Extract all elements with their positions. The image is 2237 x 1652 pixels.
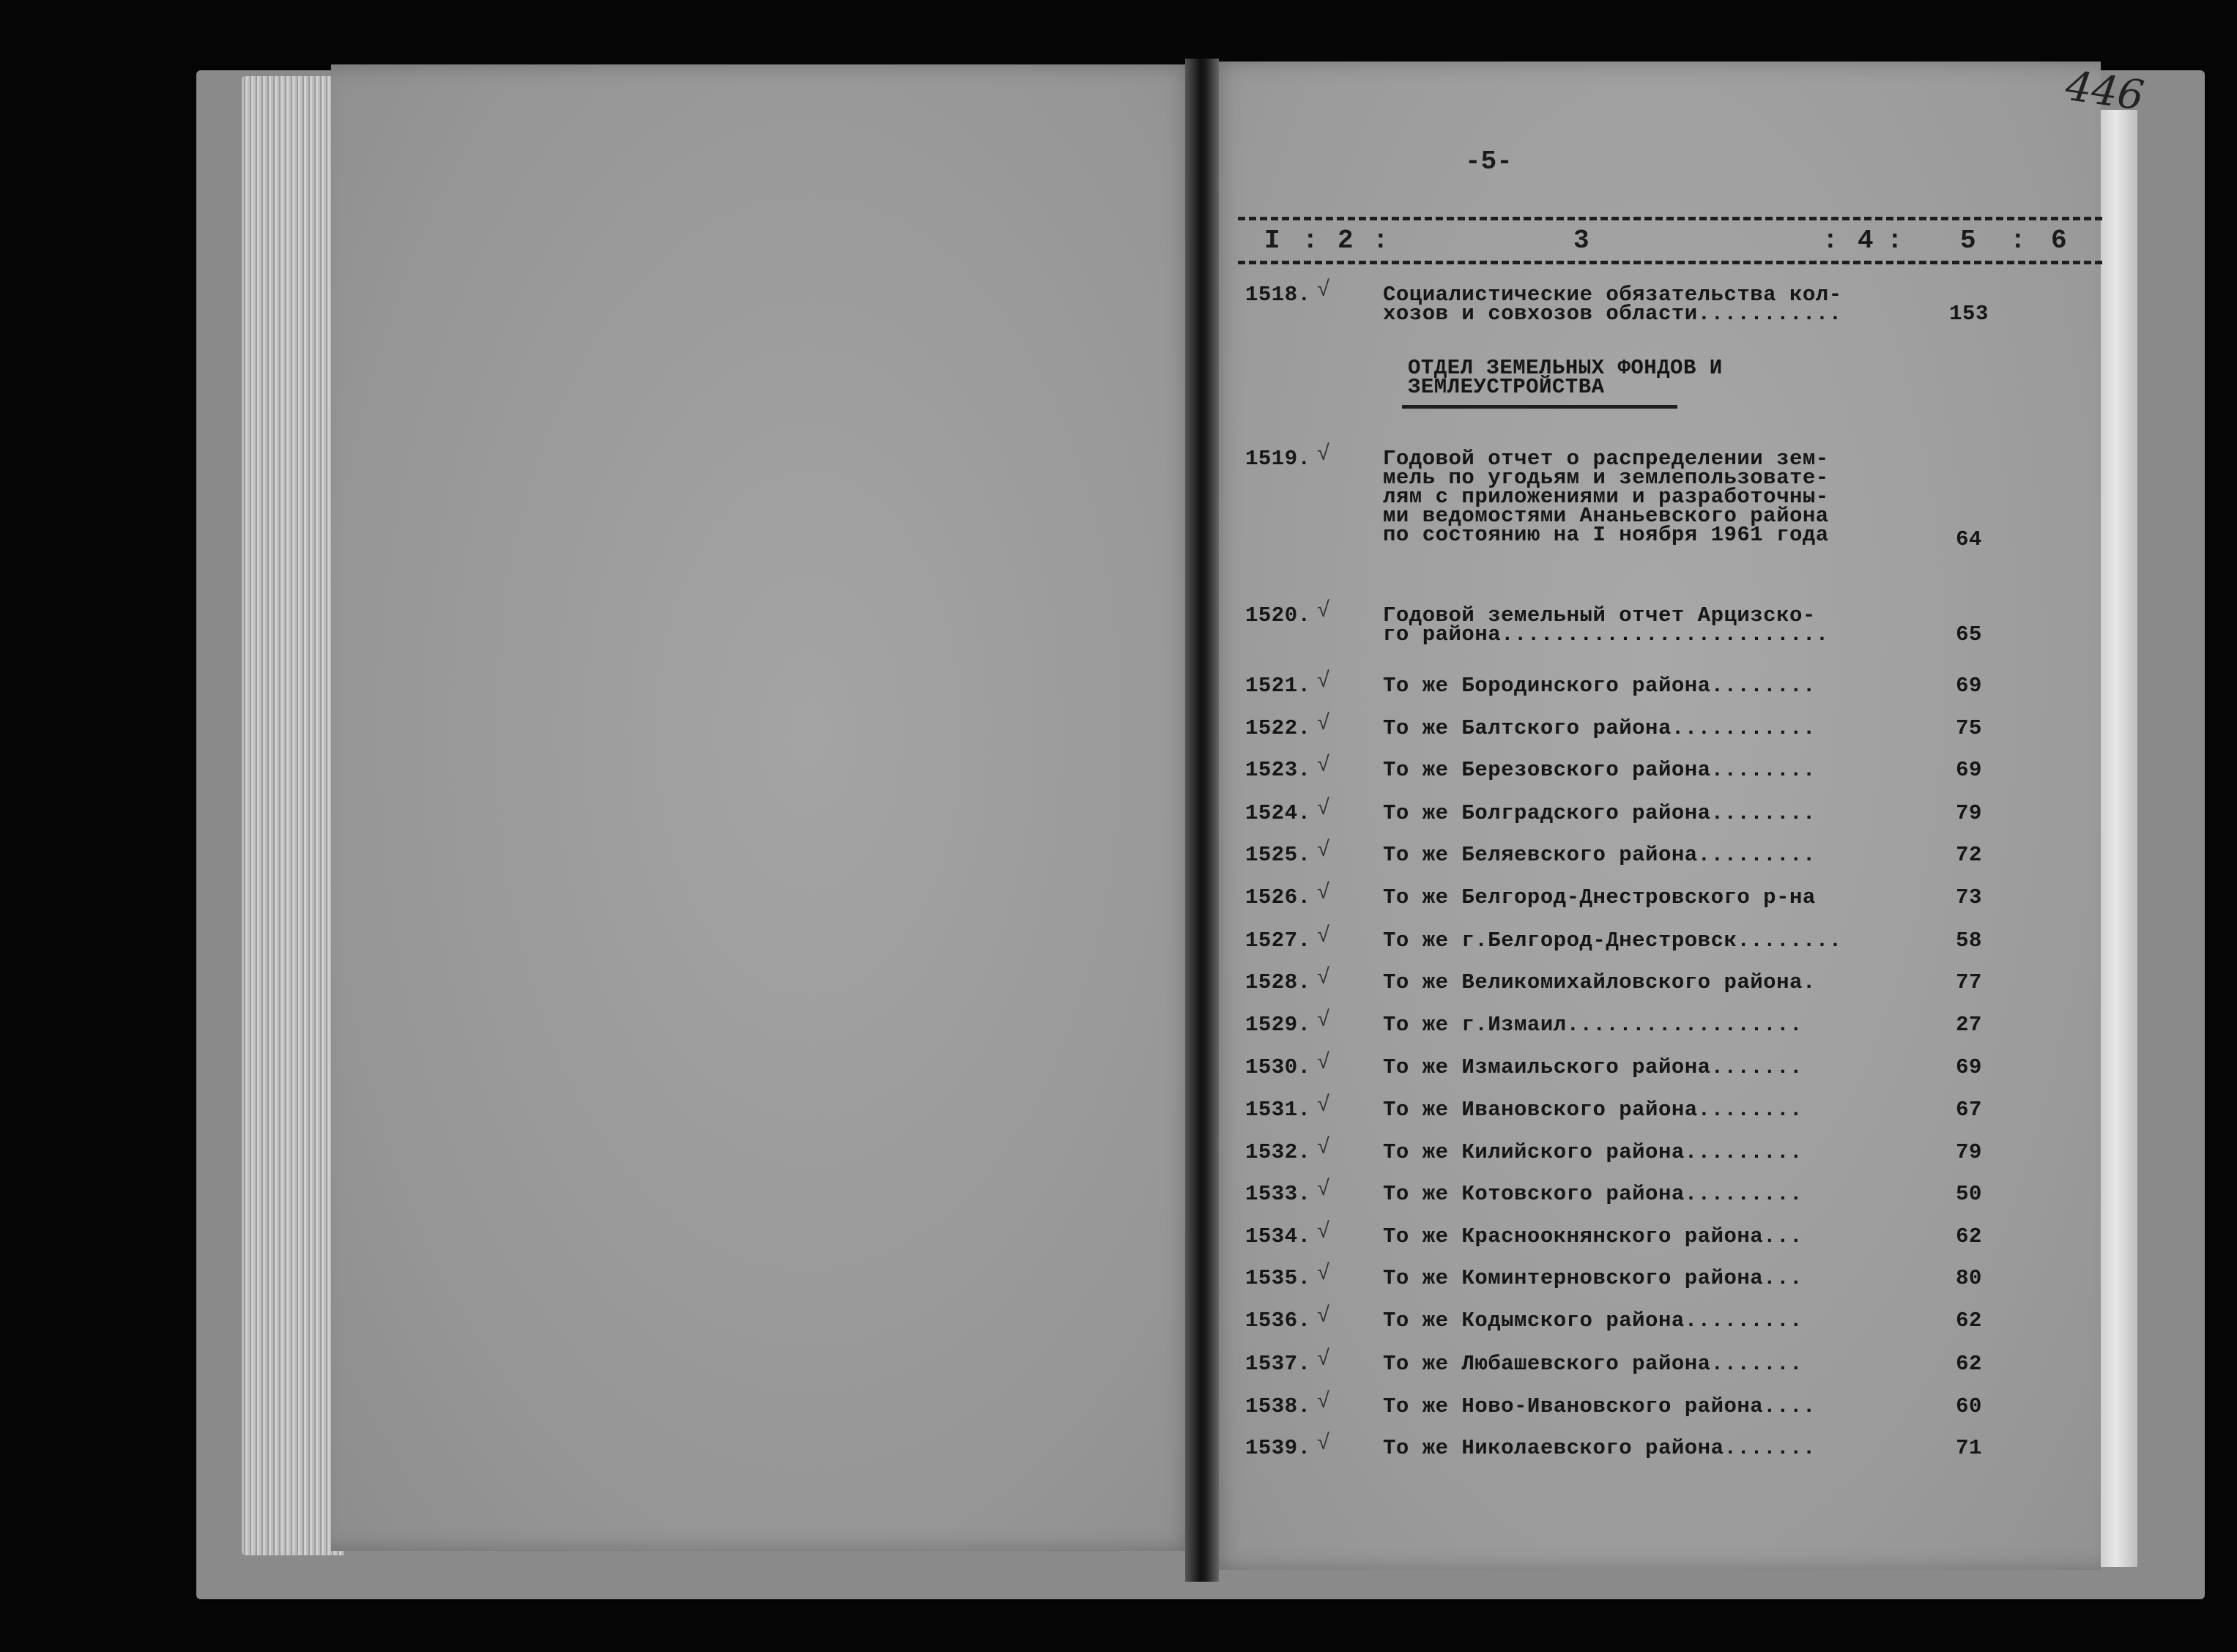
book-gutter [1185,59,1219,1582]
entry-title-line: То же Березовского района........ [1383,758,1816,782]
page-number: -5- [1465,146,1513,176]
check-mark: √ [1317,1220,1331,1245]
check-mark: √ [1317,1177,1331,1202]
check-mark: √ [1317,838,1331,863]
entry-title-line: То же г.Белгород-Днестровск........ [1383,929,1842,953]
entry-number: 1527. [1245,929,1311,953]
check-mark: √ [1317,278,1331,303]
entry-number: 1518. [1245,283,1311,307]
entry-page-count: 64 [1956,527,1982,551]
check-mark: √ [1317,442,1331,467]
check-mark: √ [1317,712,1331,737]
entry-title-line: То же Котовского района......... [1383,1182,1803,1206]
entry-page-count: 69 [1956,758,1982,782]
entry-page-count: 50 [1956,1182,1982,1206]
col-3-header: 3 [1573,226,1589,256]
col-5-header: 5 [1960,226,1976,256]
check-mark: √ [1317,1262,1331,1287]
entry-number: 1526. [1245,885,1311,909]
entry-title-line: То же Кодымского района......... [1383,1309,1803,1333]
entry-page-count: 62 [1956,1224,1982,1249]
entry-number: 1536. [1245,1309,1311,1333]
entry-title-line: То же Бородинского района........ [1383,674,1816,698]
entry-page-count: 62 [1956,1309,1982,1333]
check-mark: √ [1317,924,1331,949]
check-mark: √ [1317,966,1331,991]
entry-page-count: 80 [1956,1266,1982,1290]
table-header-rule [1238,261,2102,264]
check-mark: √ [1317,1304,1331,1329]
entry-number: 1524. [1245,801,1311,825]
entry-page-count: 75 [1956,716,1982,740]
entry-number: 1529. [1245,1013,1311,1037]
entry-number: 1528. [1245,970,1311,994]
entry-number: 1520. [1245,603,1311,628]
table-top-rule [1238,217,2102,220]
entry-page-count: 60 [1956,1394,1982,1418]
entry-title-line: То же г.Измаил.................. [1383,1013,1803,1037]
entry-number: 1532. [1245,1140,1311,1164]
entry-page-count: 58 [1956,929,1982,953]
col-sep: : [1373,226,1389,256]
entry-page-count: 72 [1956,843,1982,867]
col-4-header: 4 [1858,226,1874,256]
entry-number: 1535. [1245,1266,1311,1290]
entry-page-count: 69 [1956,1055,1982,1079]
check-mark: √ [1317,1390,1331,1415]
entry-number: 1534. [1245,1224,1311,1249]
entry-page-count: 79 [1956,801,1982,825]
entry-number: 1533. [1245,1182,1311,1206]
col-2-header: 2 [1338,226,1354,256]
entry-number: 1521. [1245,674,1311,698]
check-mark: √ [1317,1347,1331,1372]
entry-number: 1538. [1245,1394,1311,1418]
entry-page-count: 71 [1956,1436,1982,1460]
entry-number: 1525. [1245,843,1311,867]
col-sep: : [1822,226,1839,256]
entry-title-line: Годовой земельный отчет Арцизско- [1383,603,1816,628]
col-sep: : [1302,226,1318,256]
entry-title-line: го района......................... [1383,622,1829,647]
entry-title-line: То же Килийского района......... [1383,1140,1803,1164]
right-page-edge [2101,110,2137,1567]
check-mark: √ [1317,797,1331,822]
entry-title-line: ми ведомостями Ананьевского района [1383,504,1829,528]
entry-number: 1530. [1245,1055,1311,1079]
entry-title-line: мель по угодьям и землепользовате- [1383,466,1829,490]
entry-title-line: То же Николаевского района....... [1383,1436,1816,1460]
check-mark: √ [1317,1136,1331,1161]
check-mark: √ [1317,881,1331,906]
page-edges [242,76,344,1555]
entry-number: 1523. [1245,758,1311,782]
entry-number: 1539. [1245,1436,1311,1460]
check-mark: √ [1317,1093,1331,1118]
col-sep: : [2010,226,2026,256]
folio-number: 446 [2062,62,2147,121]
check-mark: √ [1317,1008,1331,1033]
entry-title-line: То же Болградского района........ [1383,801,1816,825]
entry-title-line: То же Беляевского района......... [1383,843,1816,867]
col-1-header: I [1264,226,1280,256]
col-sep: : [1887,226,1903,256]
entry-title-line: То же Балтского района........... [1383,716,1816,740]
entry-title-line: То же Красноокнянского района... [1383,1224,1803,1249]
section-heading-underline [1402,405,1677,409]
entry-page-count: 153 [1949,302,1989,326]
entry-title-line: То же Измаильского района....... [1383,1055,1803,1079]
entry-page-count: 79 [1956,1140,1982,1164]
col-6-header: 6 [2051,226,2067,256]
entry-page-count: 69 [1956,674,1982,698]
check-mark: √ [1317,669,1331,694]
entry-page-count: 67 [1956,1098,1982,1122]
entry-title-line: Социалистические обязательства кол- [1383,283,1842,307]
entry-number: 1519. [1245,447,1311,471]
entry-number: 1531. [1245,1098,1311,1122]
entry-page-count: 73 [1956,885,1982,909]
entry-title-line: То же Ивановского района........ [1383,1098,1803,1122]
entry-title-line: То же Ново-Ивановского района.... [1383,1394,1816,1418]
entry-title-line: хозов и совхозов области........... [1383,302,1842,326]
entry-title-line: То же Белгород-Днестровского р-на [1383,885,1816,909]
entry-title-line: То же Великомихайловского района. [1383,970,1816,994]
entry-number: 1537. [1245,1352,1311,1376]
check-mark: √ [1317,599,1331,624]
section-heading-line-1: ОТДЕЛ ЗЕМЕЛЬНЫХ ФОНДОВ И [1408,356,1723,380]
entry-title-line: Годовой отчет о распределении зем- [1383,447,1829,471]
entry-page-count: 77 [1956,970,1982,994]
entry-page-count: 27 [1956,1013,1982,1037]
check-mark: √ [1317,1051,1331,1076]
entry-page-count: 62 [1956,1352,1982,1376]
entry-title-line: по состоянию на I ноября 1961 года [1383,523,1829,547]
entry-title-line: То же Любашевского района....... [1383,1352,1803,1376]
entry-title-line: лям с приложениями и разработочны- [1383,485,1829,509]
section-heading-line-2: ЗЕМЛЕУСТРОЙСТВА [1408,375,1605,399]
check-mark: √ [1317,1432,1331,1456]
check-mark: √ [1317,754,1331,778]
entry-page-count: 65 [1956,622,1982,647]
entry-number: 1522. [1245,716,1311,740]
entry-title-line: То же Коминтерновского района... [1383,1266,1803,1290]
left-page-blank [331,64,1199,1551]
